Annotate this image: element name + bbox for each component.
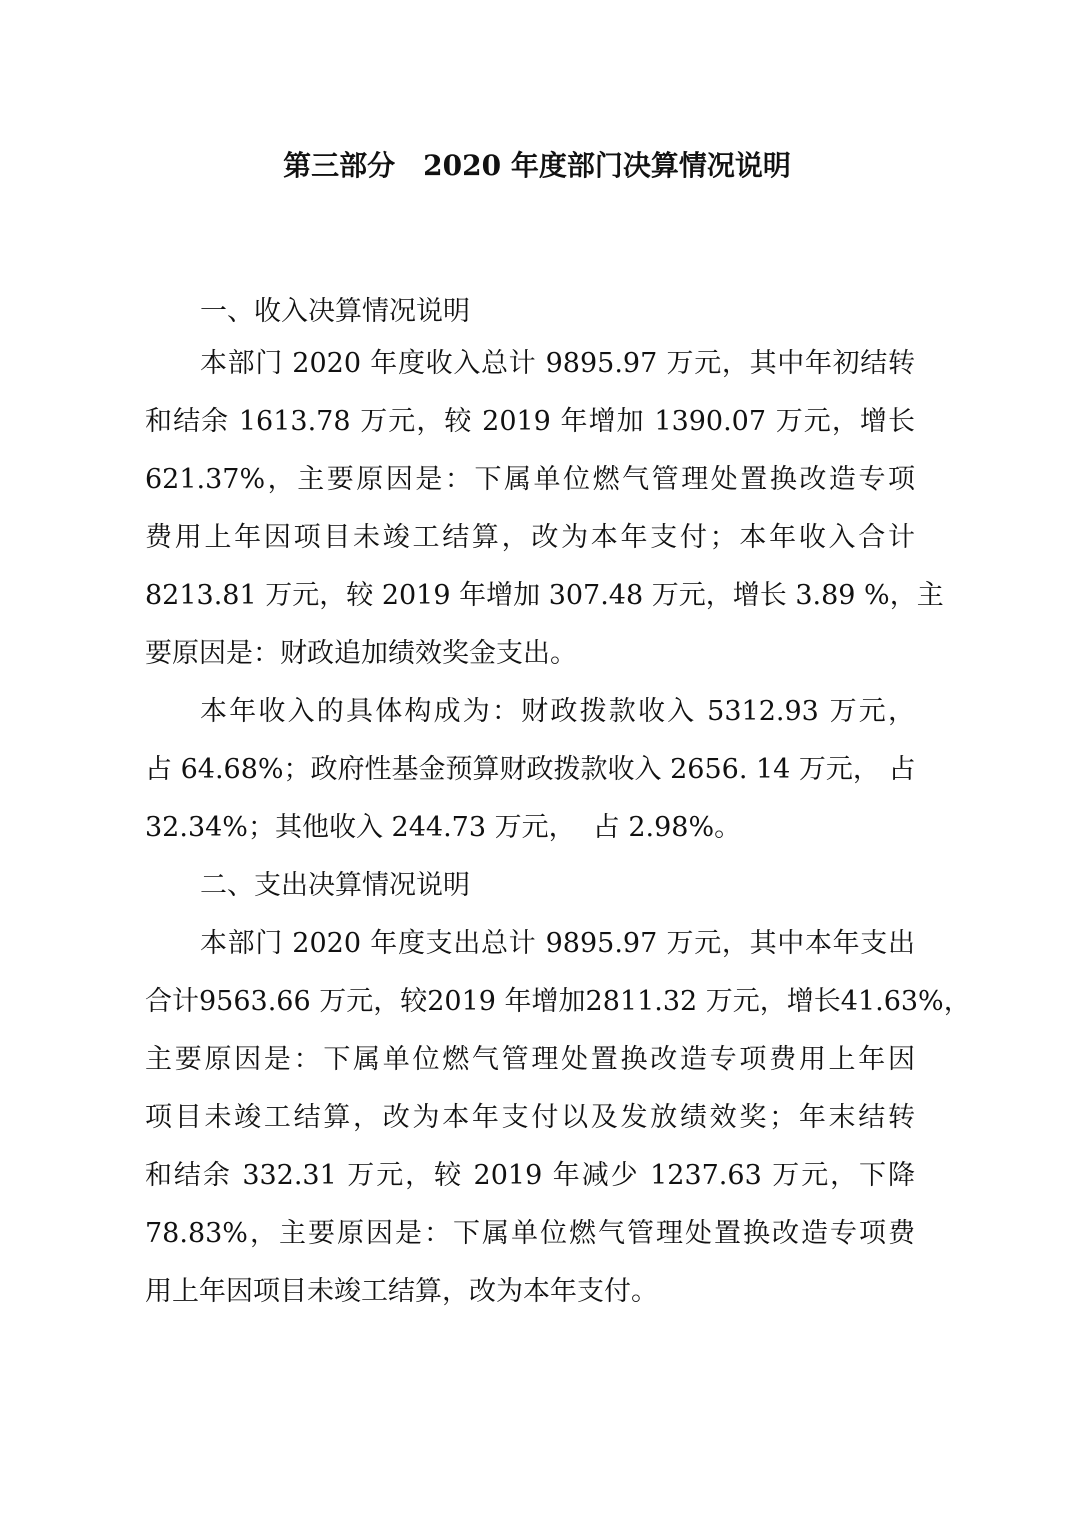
paragraph-line: 本部门 2020 年度收入总计 9895.97 万元，其中年初结转 <box>200 348 915 379</box>
paragraph-line: 和结余 1613.78 万元，较 2019 年增加 1390.07 万元，增长 <box>145 406 915 437</box>
paragraph-line: 占 64.68%；政府性基金预算财政拨款收入 2656. 14 万元， 占 <box>145 754 916 785</box>
paragraph-line: 项目未竣工结算，改为本年支付以及发放绩效奖；年末结转 <box>145 1102 915 1133</box>
paragraph-line: 合计9563.66 万元，较2019 年增加2811.32 万元，增长41.63%， <box>145 986 971 1017</box>
paragraph-line: 本部门 2020 年度支出总计 9895.97 万元，其中本年支出 <box>200 928 915 959</box>
paragraph-line: 621.37%，主要原因是：下属单位燃气管理处置换改造专项 <box>145 464 915 495</box>
paragraph-line: 78.83%，主要原因是：下属单位燃气管理处置换改造专项费 <box>145 1218 915 1249</box>
paragraph-line: 主要原因是：下属单位燃气管理处置换改造专项费用上年因 <box>145 1044 915 1075</box>
paragraph-line: 要原因是：财政追加绩效奖金支出。 <box>145 638 577 669</box>
paragraph-line: 和结余 332.31 万元，较 2019 年减少 1237.63 万元，下降 <box>145 1160 915 1191</box>
page-title: 第三部分 2020 年度部门决算情况说明 <box>283 149 791 182</box>
paragraph-line: 费用上年因项目未竣工结算，改为本年支付；本年收入合计 <box>145 522 915 553</box>
paragraph-line: 本年收入的具体构成为：财政拨款收入 5312.93 万元， <box>200 696 915 727</box>
paragraph-line: 8213.81 万元，较 2019 年增加 307.48 万元，增长 3.89 %，主 <box>145 580 944 611</box>
section-heading-income: 一、收入决算情况说明 <box>200 296 470 327</box>
paragraph-line: 32.34%；其他收入 244.73 万元， 占 2.98%。 <box>145 812 742 843</box>
section-heading-expenditure: 二、支出决算情况说明 <box>200 870 470 901</box>
paragraph-line: 用上年因项目未竣工结算，改为本年支付。 <box>145 1276 658 1307</box>
